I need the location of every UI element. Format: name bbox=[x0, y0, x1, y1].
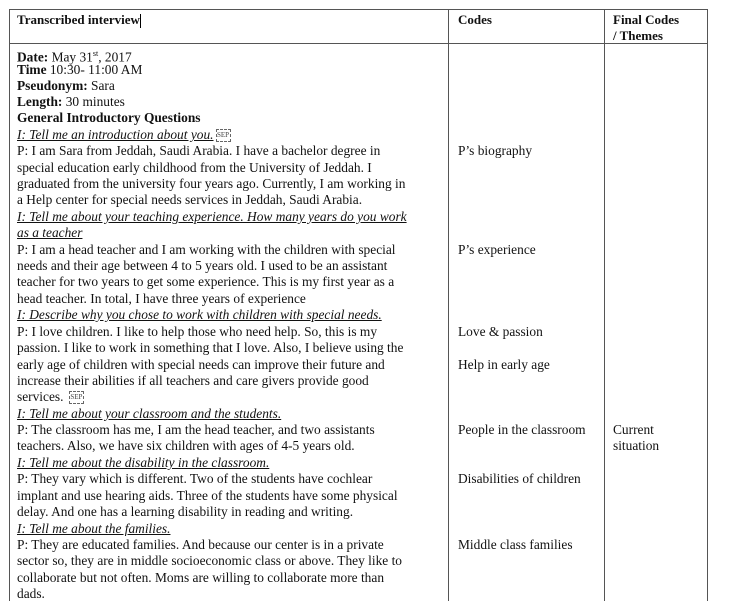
header-transcript-label: Transcribed interview bbox=[17, 12, 140, 27]
question-1-text: I: Tell me an introduction about you. bbox=[17, 127, 214, 142]
code-biography: P’s biography bbox=[458, 143, 533, 158]
answer-3-line-4: increase their abilities if all teachers and care givers provide good bbox=[17, 373, 369, 388]
answer-4-line-2: teachers. Also, we have six children with ages of 4-5 years old. bbox=[17, 438, 355, 453]
question-6: I: Tell me about the families. bbox=[17, 521, 171, 536]
question-4: I: Tell me about your classroom and the students. bbox=[17, 406, 282, 421]
code-help-early-age: Help in early age bbox=[458, 357, 550, 372]
answer-1-line-1: P: I am Sara from Jeddah, Saudi Arabia. I have a bachelor degree in bbox=[17, 143, 381, 158]
answer-4-line-1: P: The classroom has me, I am the head teacher, and two assistants bbox=[17, 422, 375, 437]
code-love-passion: Love & passion bbox=[458, 324, 543, 339]
separator-mark-2: SEP bbox=[69, 391, 84, 404]
question-3: I: Describe why you chose to work with children with special needs. bbox=[17, 307, 382, 322]
answer-3-line-5 bbox=[17, 389, 84, 406]
header-final-codes-line2: / Themes bbox=[613, 28, 663, 43]
answer-2-line-1: P: I am a head teacher and I am working with the children with special bbox=[17, 242, 396, 257]
header-codes: Codes bbox=[458, 12, 492, 27]
section-heading: General Introductory Questions bbox=[17, 110, 201, 125]
time-line bbox=[17, 62, 142, 79]
header-transcript bbox=[17, 12, 141, 28]
length-label: Length: bbox=[17, 94, 63, 109]
answer-3-line-1: P: I love children. I like to help those who need help. So, this is my bbox=[17, 324, 378, 339]
header-divider bbox=[10, 43, 707, 44]
interview-coding-table bbox=[9, 9, 708, 601]
answer-6-line-3: collaborate but not often. Moms are willing to collaborate more than bbox=[17, 570, 385, 585]
date-value: May 31 bbox=[48, 49, 93, 65]
answer-2-line-4: head teacher. In total, I have three years of experience bbox=[17, 291, 306, 306]
answer-5-line-2: implant and use hearing aids. Three of the students have some physical bbox=[17, 488, 398, 503]
answer-3-line-2: passion. I like to work in something that I love. Also, I believe using the bbox=[17, 340, 404, 355]
answer-3-line-5-text: services. bbox=[17, 389, 64, 404]
code-people-classroom: People in the classroom bbox=[458, 422, 586, 437]
column-divider-1 bbox=[448, 10, 449, 601]
answer-3-line-3: early age of children with special needs can improve their future and bbox=[17, 357, 385, 372]
column-divider-2 bbox=[604, 10, 605, 601]
time-label: Time bbox=[17, 62, 47, 77]
answer-1-line-3: graduated from the university four years ago. Currently, I am working in bbox=[17, 176, 406, 191]
answer-6-line-2: sector so, they are in middle socioeconomic class or above. They like to bbox=[17, 553, 402, 568]
header-final-codes bbox=[613, 12, 679, 44]
question-5: I: Tell me about the disability in the classroom. bbox=[17, 455, 270, 470]
answer-2-line-3: teacher for two years to get some experience. This is my first year as a bbox=[17, 274, 395, 289]
question-2-line-1: I: Tell me about your teaching experience. How many years do you work bbox=[17, 209, 407, 224]
pseudonym-label: Pseudonym: bbox=[17, 78, 88, 93]
date-label: Date: bbox=[17, 49, 49, 65]
code-middle-class: Middle class families bbox=[458, 537, 573, 552]
answer-6-line-4: dads. bbox=[17, 586, 45, 601]
date-sup: st bbox=[92, 49, 99, 58]
time-value: 10:30- 11:00 AM bbox=[46, 62, 143, 77]
answer-5-line-3: delay. And one has a learning disability in reading and writing. bbox=[17, 504, 354, 519]
final-code-current-line1: Current bbox=[613, 422, 654, 437]
length-line bbox=[17, 94, 125, 111]
answer-1-line-2: special education early childhood from the University of Jeddah. I bbox=[17, 160, 372, 175]
length-value: 30 minutes bbox=[62, 94, 125, 109]
header-final-codes-line1: Final Codes bbox=[613, 12, 680, 27]
question-2-line-2: as a teacher bbox=[17, 225, 83, 240]
question-1 bbox=[17, 127, 231, 144]
answer-5-line-1: P: They vary which is different. Two of the students have cochlear bbox=[17, 471, 373, 486]
pseudonym-value: Sara bbox=[87, 78, 115, 93]
date-year: , 2017 bbox=[98, 49, 132, 65]
separator-mark: SEP bbox=[216, 129, 231, 142]
final-code-current-line2: situation bbox=[613, 438, 660, 453]
answer-1-line-4: a Help center for special needs services in Jeddah, Saudi Arabia. bbox=[17, 192, 363, 207]
code-experience: P’s experience bbox=[458, 242, 536, 257]
pseudonym-line bbox=[17, 78, 115, 95]
answer-6-line-1: P: They are educated families. And because our center is in a private bbox=[17, 537, 384, 552]
answer-2-line-2: needs and their age between 4 to 5 years old. I used to be an assistant bbox=[17, 258, 388, 273]
code-disabilities: Disabilities of children bbox=[458, 471, 581, 486]
text-cursor bbox=[140, 14, 141, 28]
